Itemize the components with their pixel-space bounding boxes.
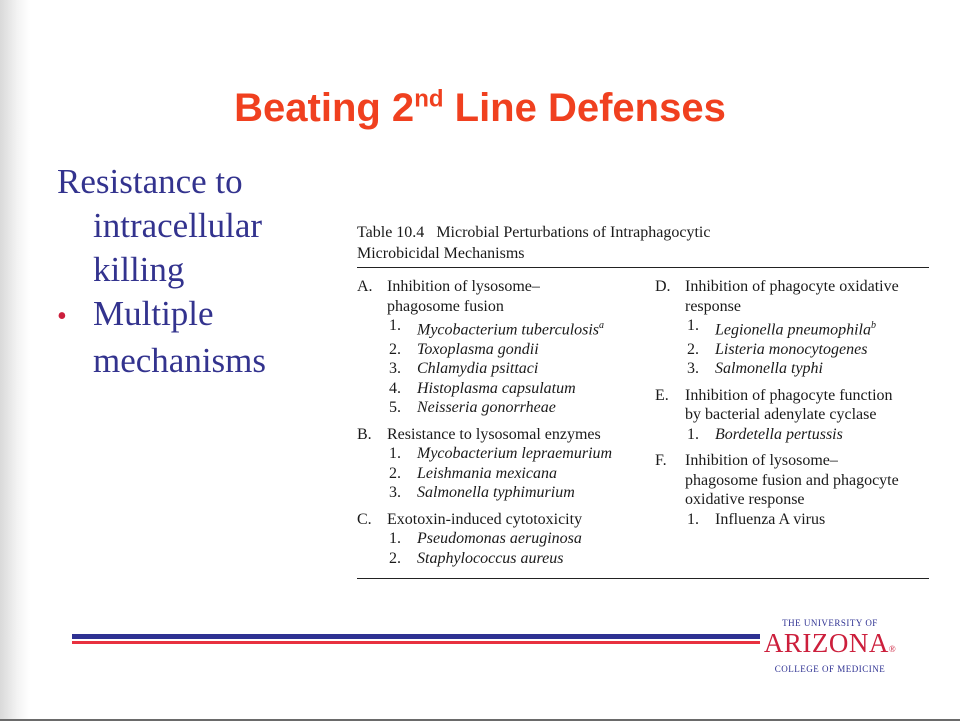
item-number: 3. <box>687 360 699 378</box>
section-letter: A. <box>357 278 373 295</box>
slide-title <box>0 86 960 131</box>
section-letter: E. <box>655 386 669 404</box>
item-number: 3. <box>389 360 401 378</box>
section-letter: C. <box>357 510 372 528</box>
table-item <box>687 510 929 530</box>
bullet-line: killing <box>93 250 185 289</box>
section-title-line: response <box>685 297 741 315</box>
footer-rule-blue <box>72 634 760 639</box>
item-number: 2. <box>389 549 401 567</box>
table-top-rule <box>357 267 929 268</box>
title-text-start: Beating 2 <box>234 86 415 130</box>
section-items <box>687 316 929 379</box>
item-text: Toxoplasma gondii <box>417 340 539 358</box>
item-number: 1. <box>687 317 699 334</box>
item-text: Influenza A virus <box>715 510 826 528</box>
table-item <box>389 549 655 569</box>
item-text: Listeria monocytogenes <box>715 340 868 358</box>
item-text: Bordetella pertussis <box>715 425 843 443</box>
section-items <box>389 529 655 568</box>
section-heading <box>357 277 655 316</box>
section-heading <box>655 277 929 316</box>
table-number: Table 10.4 <box>357 224 425 241</box>
section-title-line: oxidative response <box>685 491 805 509</box>
item-text: Chlamydia psittaci <box>417 360 539 378</box>
item-number: 2. <box>389 340 401 358</box>
item-text: Mycobacterium lepraemurium <box>417 445 613 463</box>
footer-rules <box>72 634 760 646</box>
section-items <box>687 425 929 445</box>
section-title-line: by bacterial adenylate cyclase <box>685 406 877 424</box>
item-number: 2. <box>687 340 699 358</box>
logo-name: ARIZONA <box>763 628 889 658</box>
table-item <box>389 483 655 503</box>
logo-wordmark <box>760 628 900 664</box>
item-number: 1. <box>687 510 699 528</box>
bullet-dot-icon: • <box>57 301 67 332</box>
section-letter: B. <box>357 425 372 443</box>
section-items <box>389 444 655 503</box>
item-text: Histoplasma capsulatum <box>417 379 576 397</box>
bullet-list <box>57 160 317 383</box>
footnote-mark: b <box>870 320 876 331</box>
section-letter: F. <box>655 452 667 470</box>
section-heading <box>357 510 655 530</box>
bullet-line: mechanisms <box>93 341 267 380</box>
table-item <box>389 398 655 418</box>
spacer <box>357 503 655 510</box>
section-heading <box>357 425 655 445</box>
item-text: Staphylococcus aureus <box>417 549 564 567</box>
table-item <box>389 529 655 549</box>
section-heading <box>655 386 929 425</box>
section-title: Resistance to lysosomal enzymes <box>387 425 601 443</box>
item-number: 1. <box>389 445 401 463</box>
item-text: Leishmania mexicana <box>417 464 557 482</box>
scanned-table <box>357 222 929 579</box>
footer-rule-red <box>72 641 760 644</box>
item-text: Salmonella typhi <box>715 360 823 378</box>
section-letter: D. <box>655 278 671 295</box>
table-column-right <box>655 277 929 568</box>
spacer <box>357 418 655 425</box>
section-heading <box>655 451 929 510</box>
item-number: 1. <box>389 530 401 548</box>
table-item <box>687 425 929 445</box>
section-title <box>685 277 929 316</box>
item-number: 5. <box>389 399 401 417</box>
item-text: Legionella pneumophila <box>715 321 871 339</box>
sub-bullet <box>57 292 317 339</box>
table-item <box>389 316 655 340</box>
section-title <box>387 277 655 316</box>
table-item <box>389 464 655 484</box>
title-superscript: nd <box>414 85 444 113</box>
university-logo <box>760 618 900 674</box>
spacer <box>655 444 929 451</box>
item-number: 4. <box>389 379 401 397</box>
registered-mark: ® <box>888 644 897 654</box>
table-caption-line2: Microbicidal Mechanisms <box>357 245 525 262</box>
section-title-line: Inhibition of lysosome– <box>387 278 540 295</box>
section-title-line: Inhibition of phagocyte oxidative <box>685 278 899 295</box>
table-item <box>389 359 655 379</box>
table-item <box>687 340 929 360</box>
table-caption <box>357 222 929 264</box>
bullet-line: intracellular <box>93 206 263 245</box>
table-bottom-rule <box>357 578 929 579</box>
table-item <box>389 379 655 399</box>
table-column-left <box>357 277 655 568</box>
section-title: Exotoxin-induced cytotoxicity <box>387 510 583 528</box>
table-item <box>687 316 929 340</box>
table-caption-line1: Microbial Perturbations of Intraphagocytic <box>436 224 711 241</box>
item-text: Neisseria gonorrheae <box>417 399 556 417</box>
item-number: 1. <box>687 425 699 443</box>
item-text: Salmonella typhimurium <box>417 484 575 502</box>
table-body <box>357 277 929 568</box>
logo-bottom-text: COLLEGE OF MEDICINE <box>774 664 886 674</box>
section-title-line: phagosome fusion <box>387 297 504 315</box>
section-title <box>685 386 929 425</box>
table-item <box>687 359 929 379</box>
item-number: 2. <box>389 464 401 482</box>
title-text-end: Line Defenses <box>443 86 726 130</box>
section-items <box>389 316 655 418</box>
section-title-line: Inhibition of phagocyte function <box>685 386 893 404</box>
item-number: 1. <box>389 317 401 334</box>
item-text: Mycobacterium tuberculosis <box>417 321 600 339</box>
bullet-line: Resistance to <box>57 162 243 201</box>
section-title-line: phagosome fusion and phagocyte <box>685 471 899 489</box>
item-number: 3. <box>389 484 401 502</box>
footnote-mark: a <box>599 320 605 331</box>
logo-top-text: THE UNIVERSITY OF <box>782 618 878 628</box>
table-item <box>389 444 655 464</box>
item-text: Pseudomonas aeruginosa <box>417 530 582 548</box>
section-title-line: Inhibition of lysosome– <box>685 452 838 470</box>
table-item <box>389 340 655 360</box>
section-items <box>687 510 929 530</box>
spacer <box>655 379 929 386</box>
section-title <box>685 451 929 510</box>
bullet-text: Multiple <box>93 294 214 333</box>
